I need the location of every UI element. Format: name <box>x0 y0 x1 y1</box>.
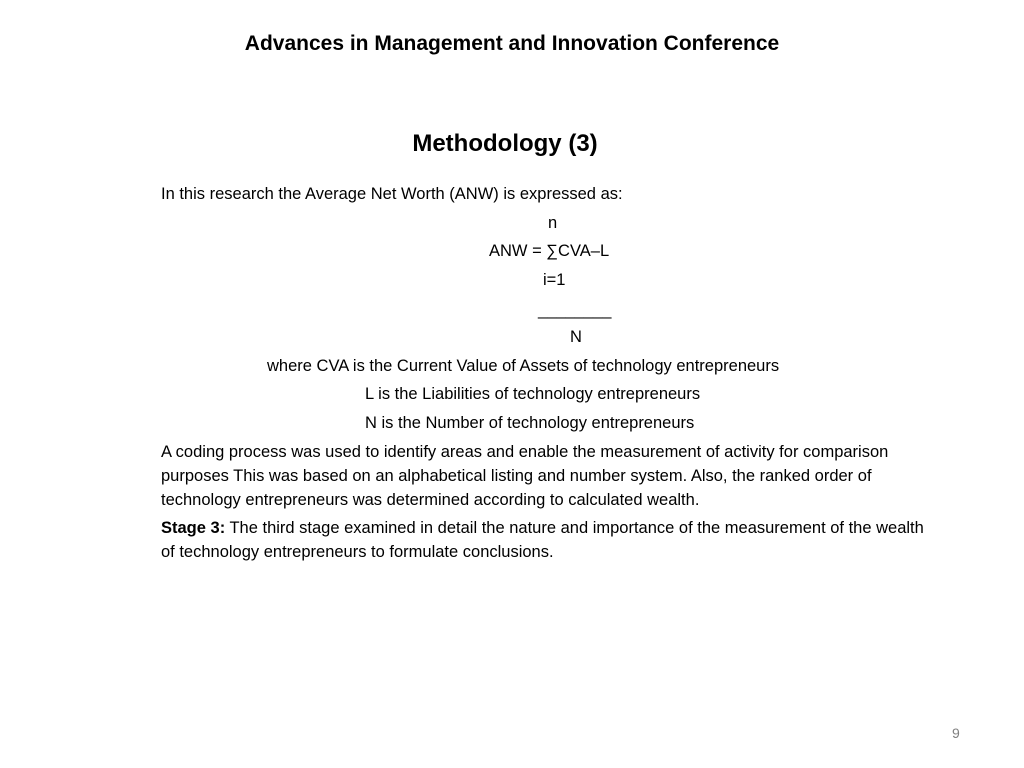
stage3-label: Stage 3: <box>161 519 226 537</box>
coding-paragraph: A coding process was used to identify areas and enable the measurement of activity for comparison purposes This was based on an alphabetical listing and number system. Also, the ranked order of technology entrepreneurs was determined according to calculated wealth. <box>161 443 889 509</box>
stage3-text: The third stage examined in detail the nature and importance of the measurement of the wealth of technology entrepreneurs to formulate conclusions. <box>161 519 924 561</box>
conference-title: Advances in Management and Innovation Conference <box>244 32 780 55</box>
formula-expression: ANW = ∑CVA–L <box>489 242 610 260</box>
page-number: 9 <box>952 725 960 741</box>
formula-denominator: N <box>570 328 582 346</box>
definition-liabilities: L is the Liabilities of technology entrepreneurs <box>365 385 701 403</box>
intro-text: In this research the Average Net Worth (ANW) is expressed as: <box>161 185 623 203</box>
formula-lower-limit: i=1 <box>543 271 566 289</box>
definition-cva: where CVA is the Current Value of Assets of technology entrepreneurs <box>267 357 780 375</box>
formula-upper-limit: n <box>548 214 558 232</box>
slide-title: Methodology (3) <box>412 130 598 157</box>
stage3-paragraph <box>161 516 941 564</box>
definition-number: N is the Number of technology entrepreneurs <box>365 414 695 432</box>
formula-fraction-bar: ________ <box>538 301 612 319</box>
